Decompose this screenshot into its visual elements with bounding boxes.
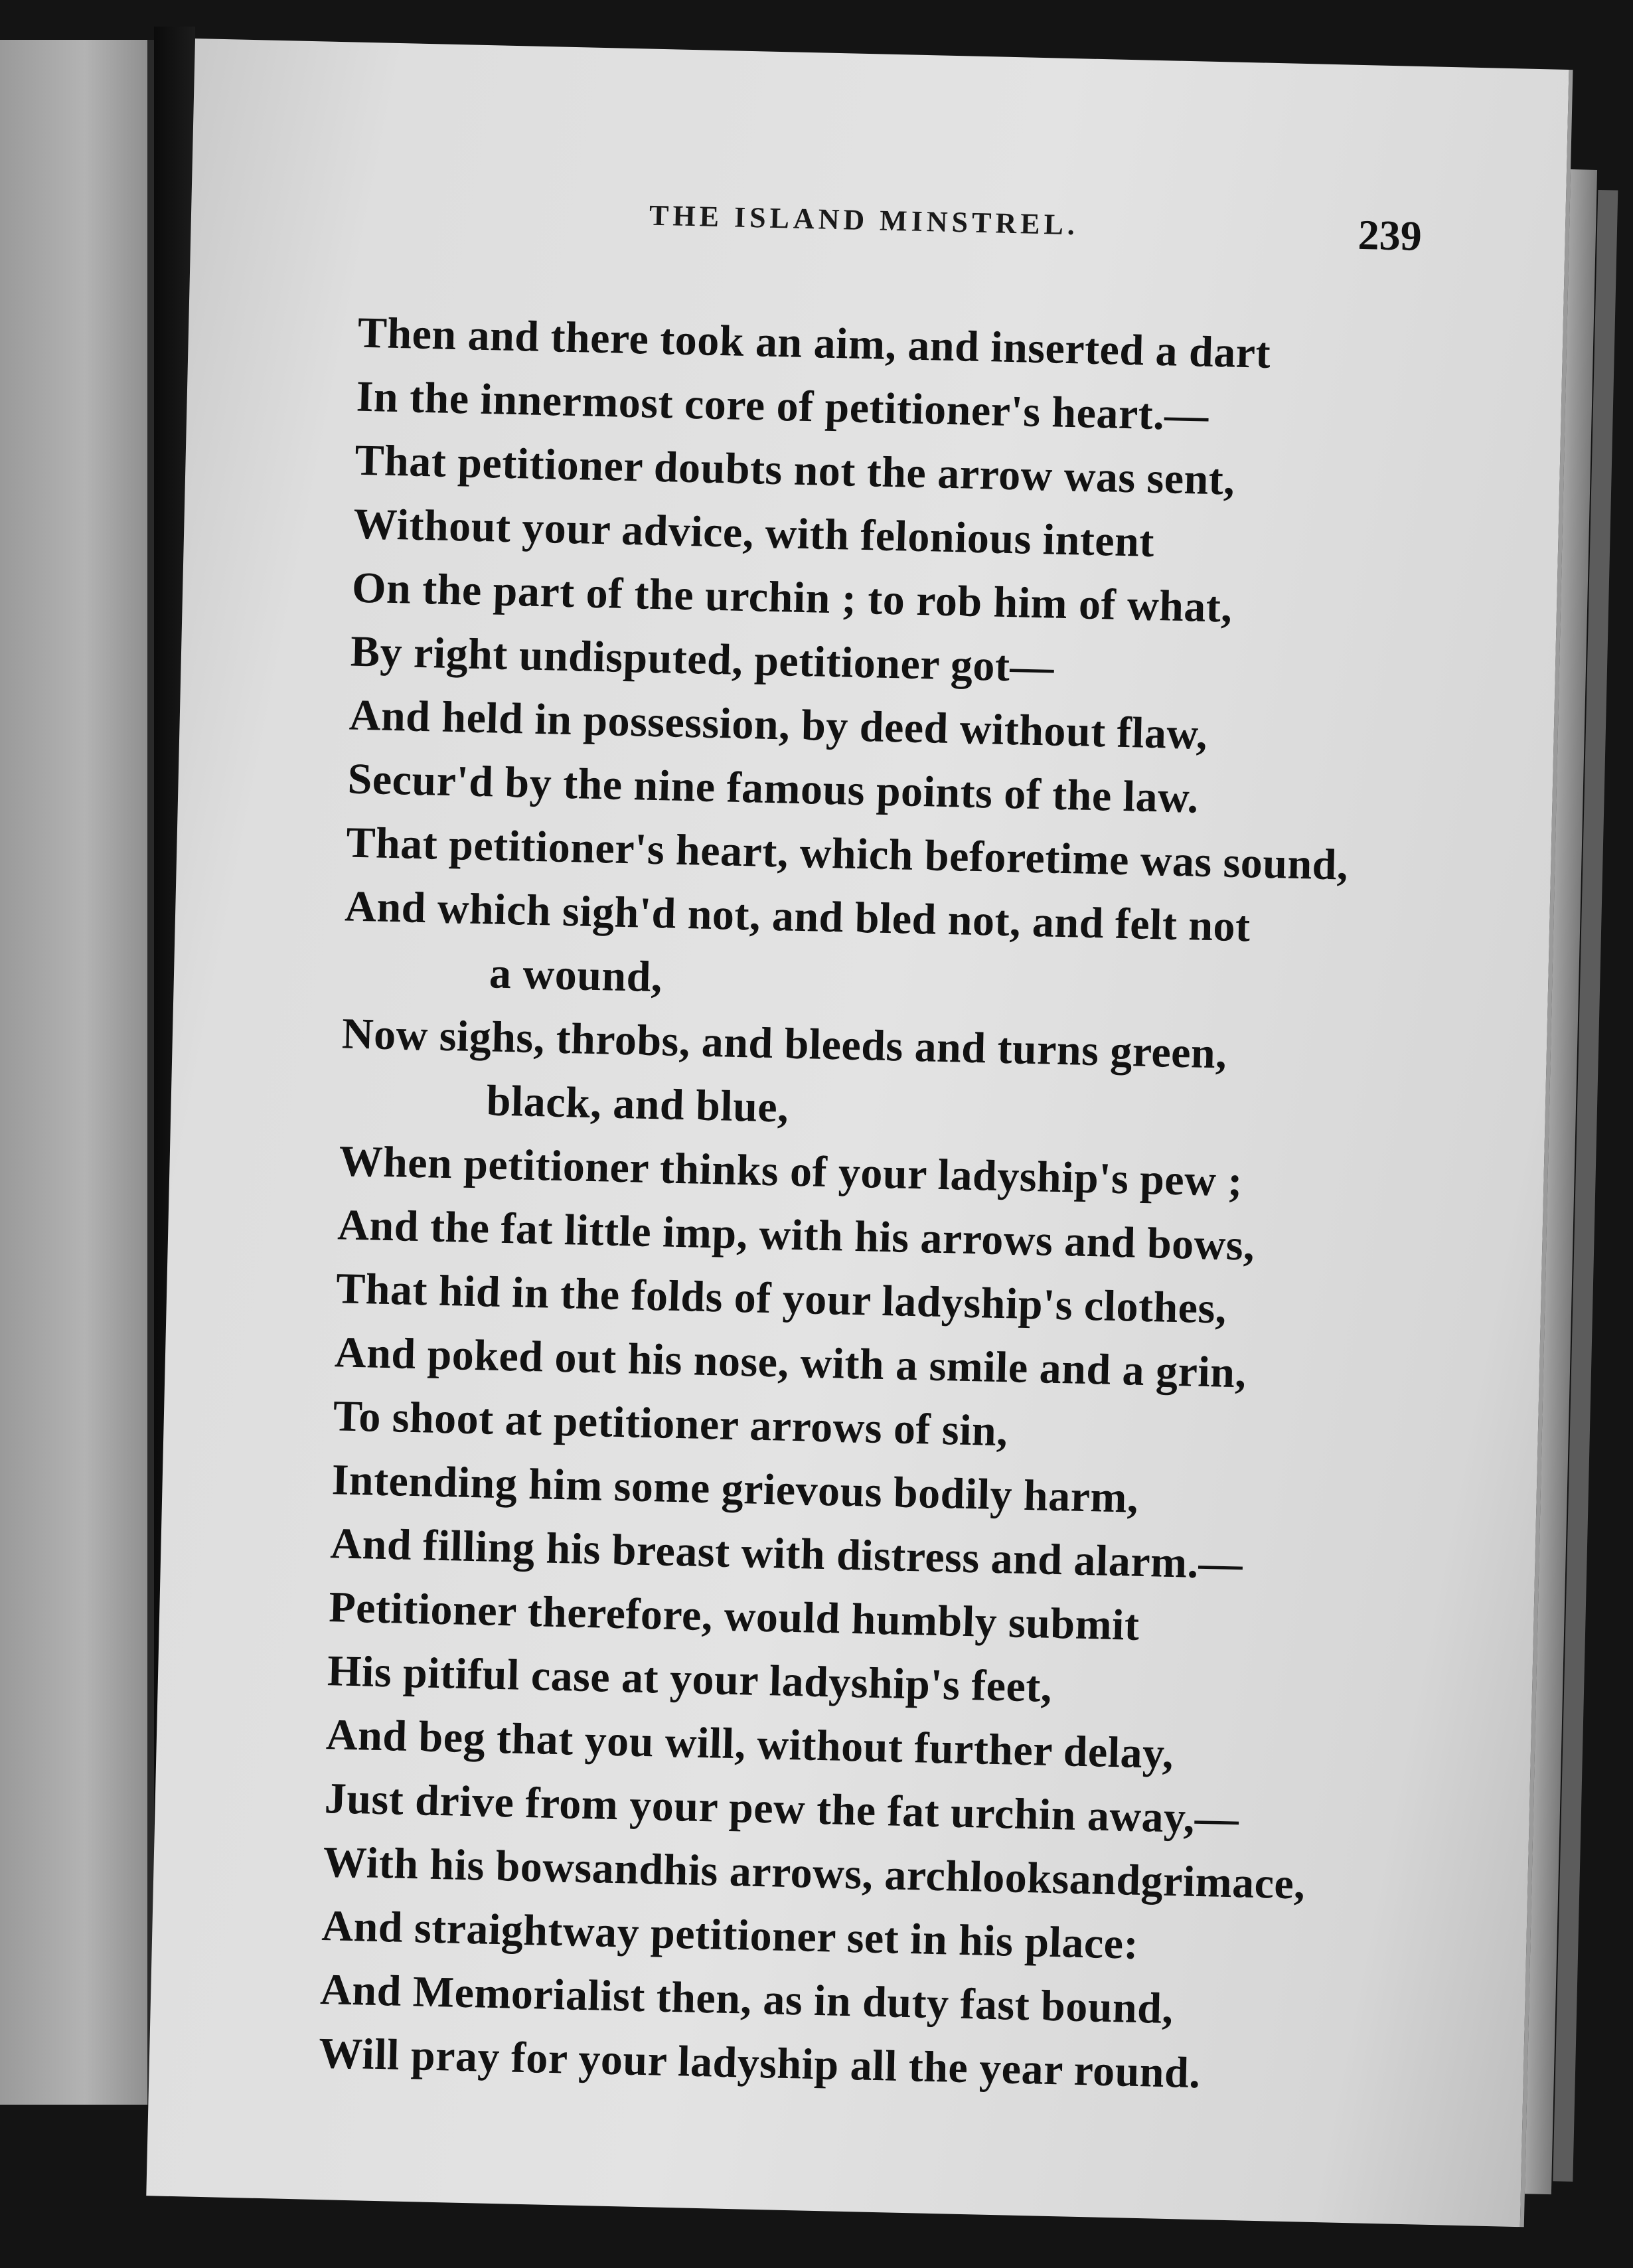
poem-line: On the part of the urchin ; to rob him of what, bbox=[351, 563, 1233, 632]
page-header bbox=[191, 188, 1565, 272]
poem-line: And filling his breast with distress and alarm.— bbox=[329, 1519, 1243, 1589]
poem-line: black, and blue, bbox=[485, 1076, 790, 1132]
poem-line: And straightway petitioner set in his place: bbox=[321, 1902, 1139, 1969]
poem-line: a wound, bbox=[489, 949, 663, 1002]
poem-line: Secur'd by the nine famous points of the law. bbox=[347, 754, 1200, 823]
poem-line: And poked out his nose, with a smile and a grin, bbox=[334, 1328, 1247, 1398]
facing-page-edge bbox=[0, 40, 154, 2105]
poem-line: Then and there took an aim, and inserted a dart bbox=[357, 308, 1271, 378]
running-head: THE ISLAND MINSTREL. bbox=[649, 199, 1079, 242]
poem-line: To shoot at petitioner arrows of sin, bbox=[333, 1392, 1009, 1456]
poem-line: When petitioner thinks of your ladyship's pew ; bbox=[338, 1137, 1243, 1206]
poem-line: That petitioner doubts not the arrow was sent, bbox=[354, 436, 1236, 505]
poem-line: And which sigh'd not, and bled not, and felt not bbox=[344, 882, 1251, 951]
poem-line: Just drive from your pew the fat urchin away,— bbox=[324, 1774, 1240, 1844]
book-page bbox=[146, 39, 1573, 2227]
poem-line: His pitiful case at your ladyship's feet, bbox=[327, 1647, 1053, 1712]
poem-line: And the fat little imp, with his arrows and bows, bbox=[337, 1200, 1255, 1270]
poem-line: Will pray for your ladyship all the year round. bbox=[318, 2029, 1202, 2098]
poem-line: And held in possession, by deed without flaw, bbox=[349, 690, 1208, 759]
page-number: 239 bbox=[1357, 210, 1423, 260]
poem-line: In the innermost core of petitioner's heart.— bbox=[356, 372, 1209, 440]
poem-line: And beg that you will, without further delay, bbox=[325, 1710, 1174, 1779]
poem-text bbox=[318, 301, 1540, 2113]
poem-line: And Memorialist then, as in duty fast bound, bbox=[319, 1965, 1174, 2034]
poem-line: With his bowsandhis arrows, archlooksandgrimace, bbox=[322, 1838, 1306, 1909]
poem-line: Petitioner therefore, would humbly submit bbox=[328, 1583, 1140, 1650]
poem-line: That hid in the folds of your ladyship's clothes, bbox=[335, 1264, 1227, 1333]
poem-line: Without your advice, with felonious intent bbox=[352, 499, 1155, 566]
poem-line: That petitioner's heart, which beforetime was sound, bbox=[345, 818, 1349, 890]
poem-line: By right undisputed, petitioner got— bbox=[350, 627, 1055, 692]
poem-line: Intending him some grievous bodily harm, bbox=[331, 1455, 1139, 1522]
poem-line: Now sighs, throbs, and bleeds and turns green, bbox=[341, 1009, 1228, 1078]
